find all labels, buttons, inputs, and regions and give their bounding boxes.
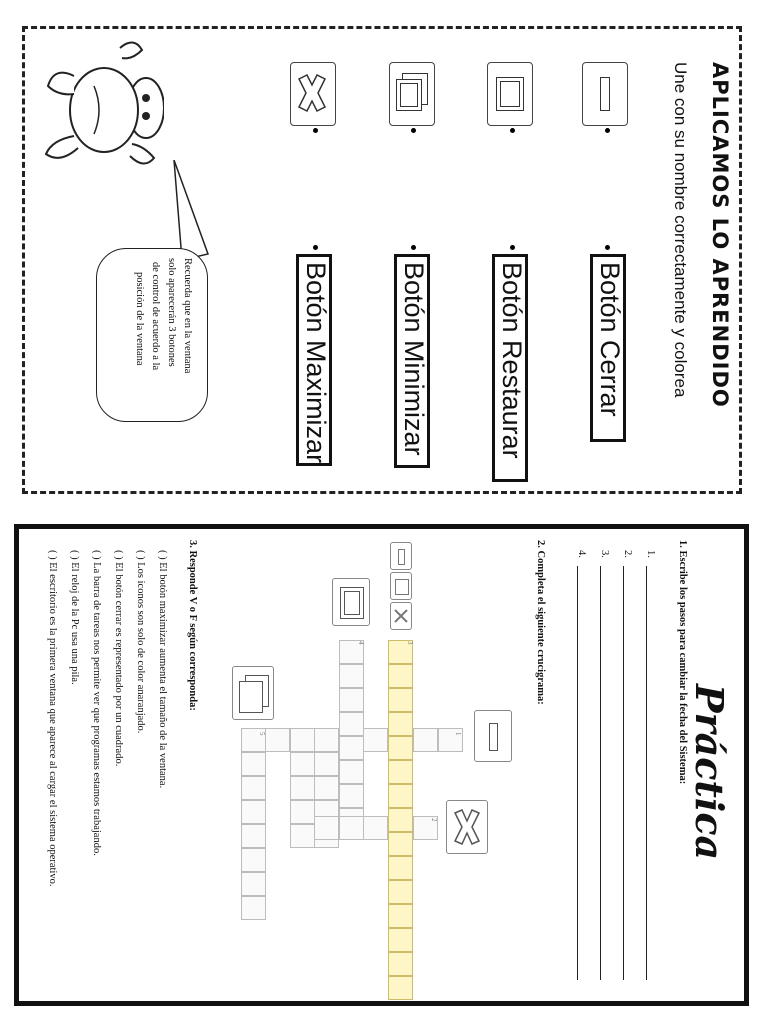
match-dot (411, 245, 416, 250)
statement-2: ( ) Los iconos son solo de color anaranjado. (135, 550, 146, 734)
crossword-clue-number: 3 (406, 641, 414, 645)
practice-title: Práctica (687, 684, 732, 861)
cartoon-character-illustration (34, 36, 164, 174)
crossword-cell[interactable] (339, 712, 364, 736)
crossword-cell[interactable] (339, 784, 364, 808)
match-dot (313, 245, 318, 250)
maximize-icon (332, 578, 370, 626)
statement-3: ( ) El botón cerrar es representado por un cuadrado. (113, 550, 124, 767)
crossword-clue-number: 2 (430, 818, 438, 822)
crossword-cell[interactable] (265, 728, 290, 752)
statement-4: ( ) La barra de tareas nos permite ver que programas estamos trabajando. (91, 550, 102, 856)
crossword-cell[interactable] (290, 800, 315, 824)
crossword-cell[interactable] (241, 800, 266, 824)
crossword-cell[interactable] (388, 664, 413, 688)
crossword-cell[interactable] (241, 872, 266, 896)
bubble-line-2: solo aparecerán 3 botones (166, 258, 177, 367)
restore-icon (389, 62, 435, 126)
crossword-cell[interactable] (388, 784, 413, 808)
crossword-cell[interactable] (363, 728, 388, 752)
label-boton-minimizar-text: Botón Minimizar (399, 262, 429, 456)
crossword-cell[interactable] (388, 688, 413, 712)
step-number-2: 2. (622, 550, 633, 558)
question-2: 2. Completa el siguiente crucigrama: (535, 540, 546, 705)
match-dot (510, 128, 515, 133)
maximize-icon (390, 572, 412, 600)
crossword-cell[interactable] (314, 752, 339, 776)
activity-title: APLICAMOS LO APRENDIDO (708, 62, 732, 408)
crossword-cell[interactable] (363, 816, 388, 840)
crossword-cell[interactable] (241, 824, 266, 848)
crossword-cell[interactable] (314, 816, 339, 840)
crossword-cell[interactable] (413, 728, 438, 752)
activity-instruction: Une con su nombre correctamente y colorea (671, 62, 690, 398)
crossword-cell[interactable] (339, 688, 364, 712)
crossword-cell[interactable] (339, 664, 364, 688)
crossword-cell[interactable] (290, 824, 315, 848)
question-3: 3. Responde V o F según corresponda: (187, 540, 198, 711)
crossword-cell[interactable] (290, 728, 315, 752)
crossword-cell[interactable] (388, 904, 413, 928)
step-number-3: 3. (599, 550, 610, 558)
crossword-cell[interactable] (339, 816, 364, 840)
crossword-clue-number: 5 (258, 732, 266, 736)
answer-line[interactable] (577, 566, 578, 980)
crossword-cell[interactable] (339, 760, 364, 784)
crossword-cell[interactable] (388, 808, 413, 832)
match-dot (605, 245, 610, 250)
crossword-cell[interactable] (241, 896, 266, 920)
crossword-cell[interactable] (388, 832, 413, 856)
match-dot (411, 128, 416, 133)
label-boton-maximizar-text: Botón Maximizar (301, 262, 331, 464)
crossword-clue-number: 4 (357, 641, 365, 645)
crossword-cell[interactable] (290, 752, 315, 776)
answer-line[interactable] (646, 566, 647, 980)
crossword-cell[interactable] (290, 776, 315, 800)
crossword-clue-number: 1 (454, 732, 462, 736)
crossword-cell[interactable] (388, 928, 413, 952)
step-number-1: 1. (645, 550, 656, 558)
crossword-cell[interactable] (388, 856, 413, 880)
minimize-icon (582, 62, 628, 126)
minimize-icon (474, 710, 512, 762)
crossword-cell[interactable] (314, 776, 339, 800)
label-boton-restaurar-text: Botón Restaurar (497, 262, 527, 459)
crossword-cell[interactable] (388, 760, 413, 784)
bubble-line-3: de control de acuerdo a la (150, 262, 161, 371)
crossword-cell[interactable] (241, 776, 266, 800)
maximize-icon (487, 62, 533, 126)
statement-5: ( ) El reloj de la Pc usa una pila. (69, 550, 80, 685)
minimize-icon (390, 542, 412, 570)
crossword-cell[interactable] (388, 736, 413, 760)
question-1: 1. Escribe los pasos para cambiar la fecha del Sistema: (677, 540, 688, 785)
crossword-cell[interactable] (314, 728, 339, 752)
match-dot (313, 128, 318, 133)
statement-1: ( ) El botón maximizar aumenta el tamaño de la ventana. (157, 550, 168, 789)
crossword-cell[interactable] (388, 712, 413, 736)
crossword-cell[interactable] (388, 880, 413, 904)
step-number-4: 4. (576, 550, 587, 558)
practice-panel (14, 524, 749, 1006)
answer-line[interactable] (623, 566, 624, 980)
close-icon (290, 62, 336, 126)
match-dot (605, 128, 610, 133)
close-icon (446, 800, 488, 854)
bubble-line-1: Recuerda que en la ventana (182, 258, 193, 374)
bubble-line-4: posición de la ventana (134, 272, 145, 366)
label-boton-cerrar-text: Botón Cerrar (595, 262, 625, 417)
crossword-cell[interactable] (339, 736, 364, 760)
match-dot (510, 245, 515, 250)
crossword-cell[interactable] (241, 752, 266, 776)
crossword-cell[interactable] (388, 976, 413, 1000)
restore-icon (232, 666, 274, 720)
crossword-cell[interactable] (388, 952, 413, 976)
close-icon (390, 602, 412, 630)
crossword-cell[interactable] (241, 848, 266, 872)
answer-line[interactable] (600, 566, 601, 980)
statement-6: ( ) El escritorio es la primera ventana que aparece al cargar el sistema operativo. (47, 550, 58, 887)
